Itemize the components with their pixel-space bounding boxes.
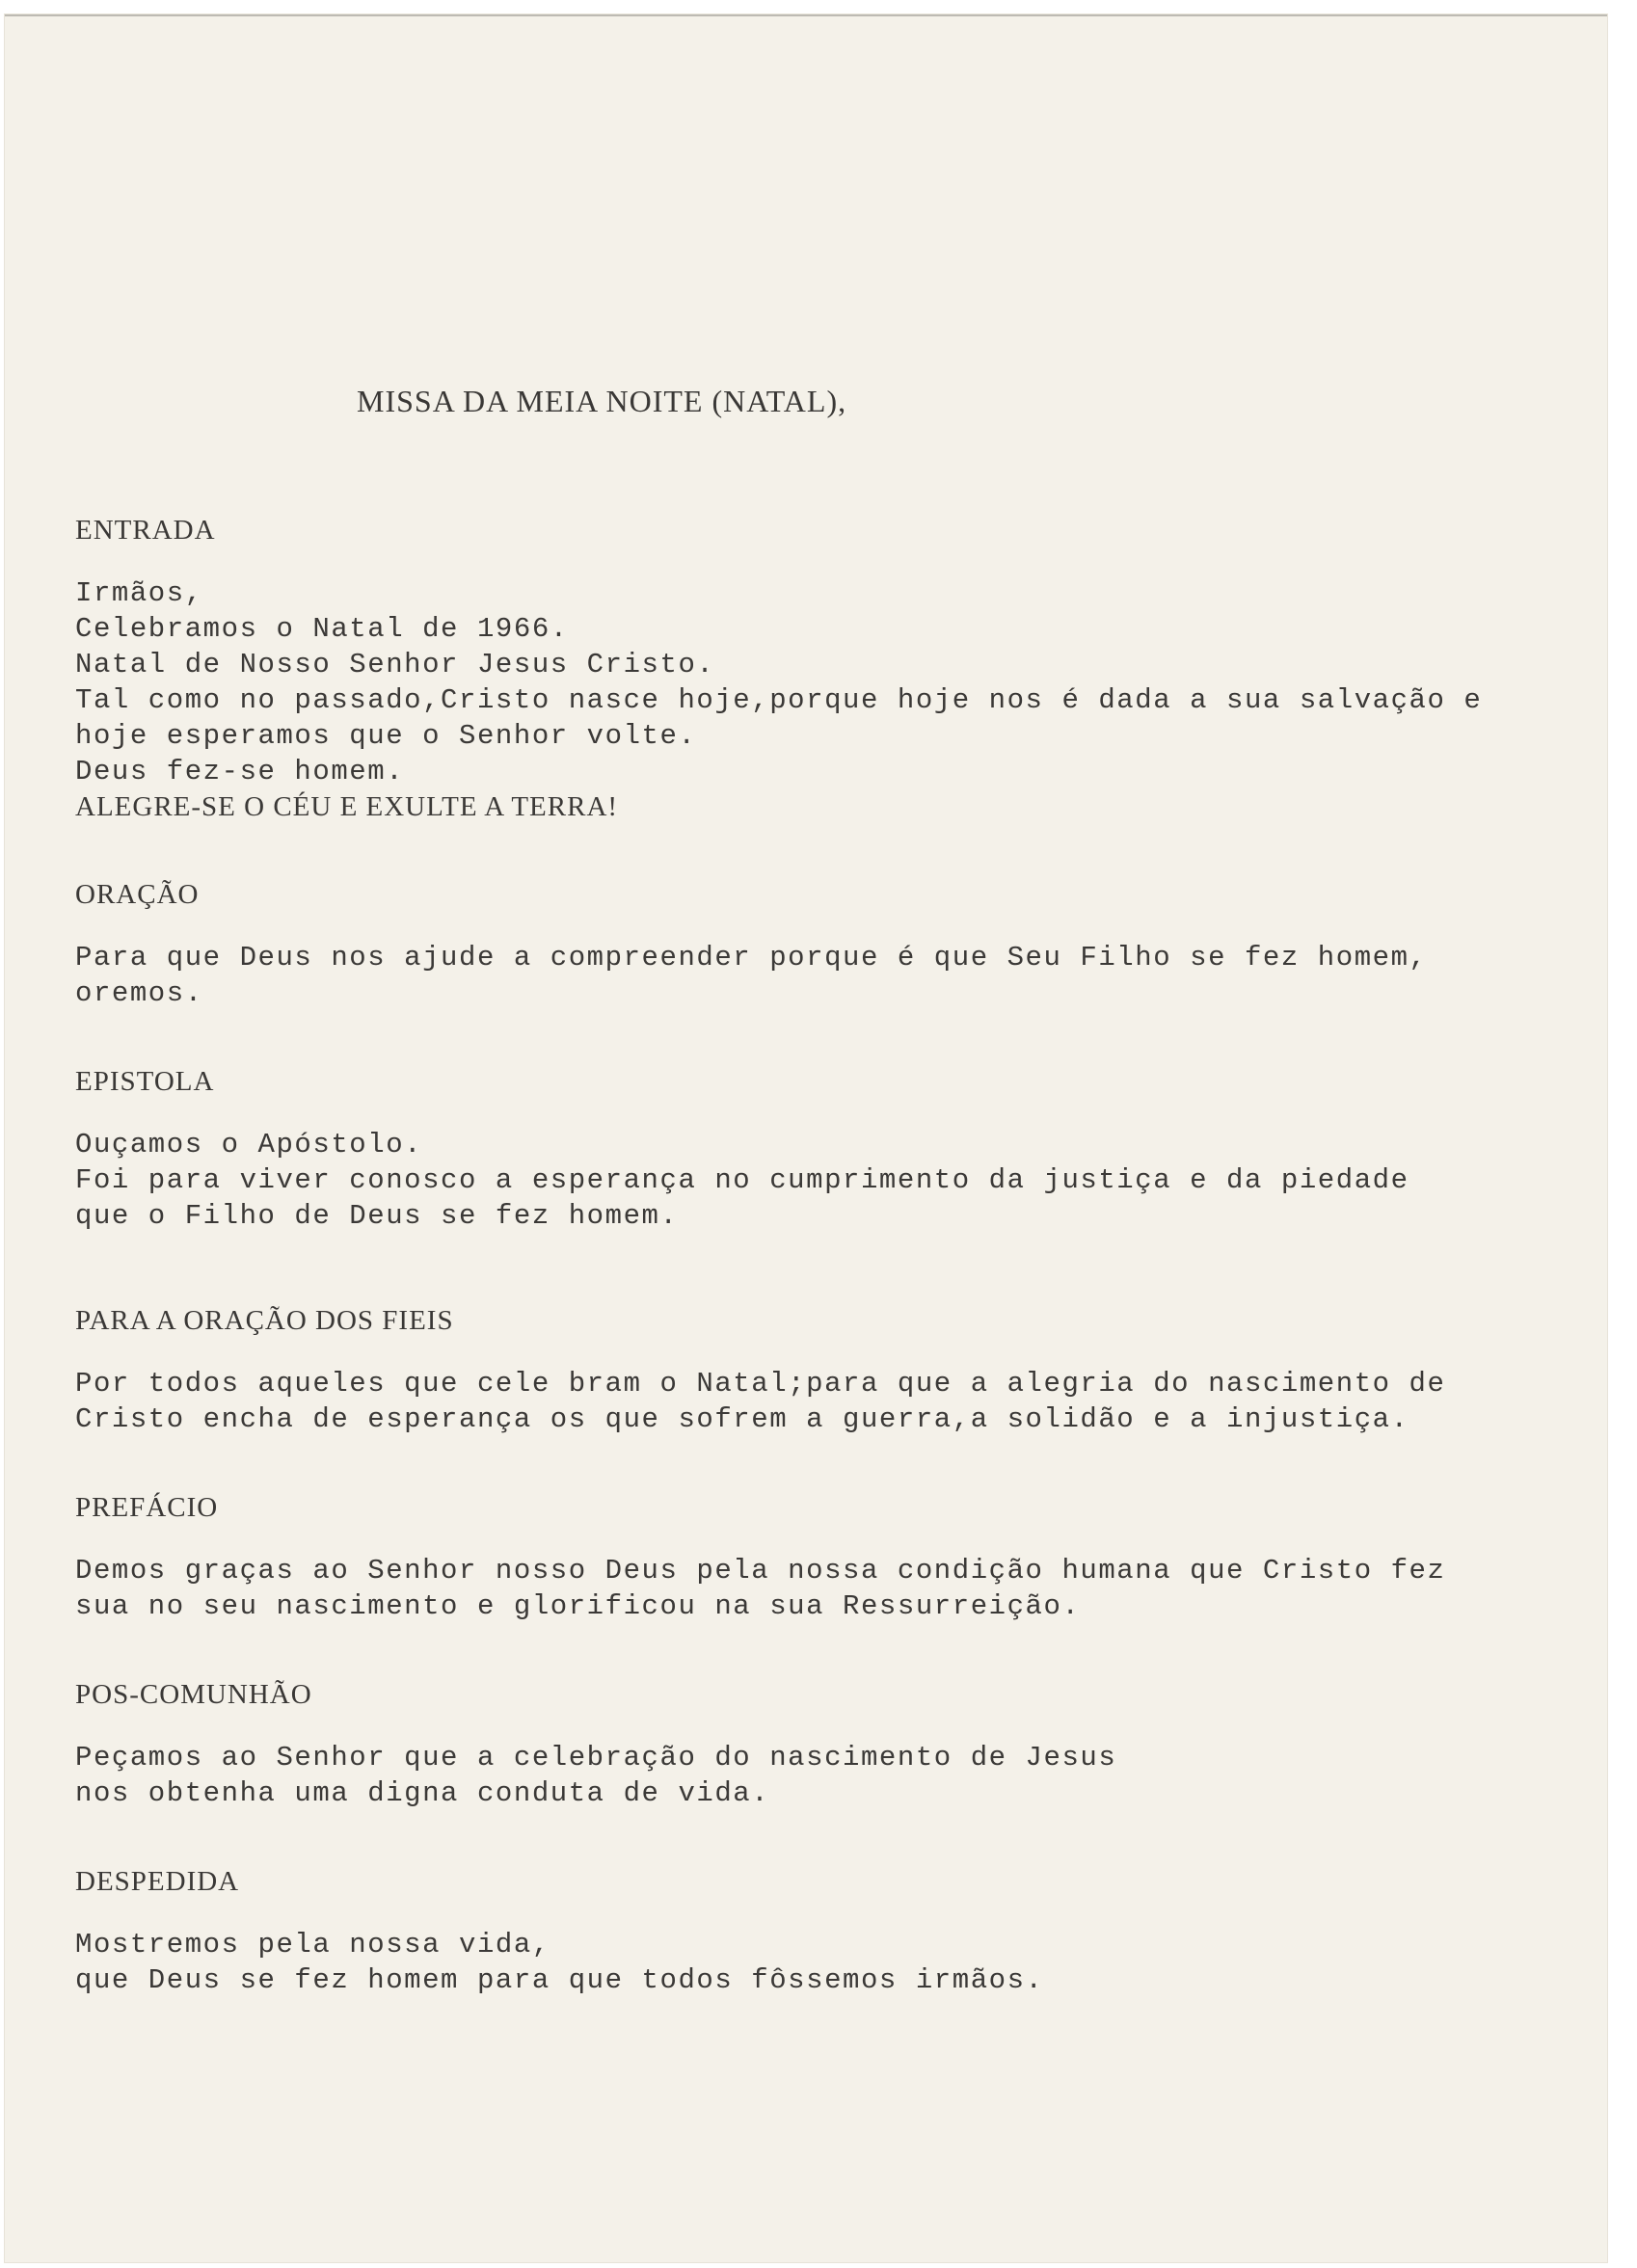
body-line: Ouçamos o Apóstolo. [75, 1129, 423, 1161]
body-line: Tal como no passado,Cristo nasce hoje,porque hoje nos é dada a sua salvação e [75, 684, 1483, 716]
body-line: Irmãos, [75, 577, 203, 609]
section-epistola [75, 1066, 1541, 1234]
document-title: MISSA DA MEIA NOITE (NATAL), [357, 384, 847, 418]
body-line: Para que Deus nos ajude a compreender porque é que Seu Filho se fez homem, [75, 942, 1428, 974]
typed-page [4, 13, 1608, 2263]
body-line: Deus fez-se homem. [75, 756, 405, 787]
section-heading: POS-COMUNHÃO [75, 1679, 312, 1710]
body-line: hoje esperamos que o Senhor volte. [75, 720, 697, 752]
section-oracao [75, 879, 1541, 1011]
section-prefacio [75, 1492, 1541, 1624]
section-entrada [75, 515, 1541, 825]
body-line: Peçamos ao Senhor que a celebração do nascimento de Jesus [75, 1742, 1117, 1774]
body-line: sua no seu nascimento e glorificou na sua Ressurreição. [75, 1590, 1081, 1622]
body-line: que o Filho de Deus se fez homem. [75, 1200, 679, 1232]
body-line: Natal de Nosso Senhor Jesus Cristo. [75, 649, 715, 680]
body-line: nos obtenha uma digna conduta de vida. [75, 1777, 770, 1809]
body-line: Foi para viver conosco a esperança no cumprimento da justiça e da piedade [75, 1164, 1409, 1196]
body-line: que Deus se fez homem para que todos fôssemos irmãos. [75, 1964, 1044, 1996]
body-line: Mostremos pela nossa vida, [75, 1929, 550, 1961]
section-heading: ENTRADA [75, 515, 216, 546]
section-heading: PREFÁCIO [75, 1492, 219, 1523]
body-line: Demos graças ao Senhor nosso Deus pela nossa condição humana que Cristo fez [75, 1555, 1446, 1587]
body-line: Por todos aqueles que cele bram o Natal;para que a alegria do nascimento de [75, 1368, 1446, 1400]
section-oracao-dos-fieis [75, 1305, 1541, 1437]
body-line: Celebramos o Natal de 1966. [75, 613, 569, 645]
section-heading: ORAÇÃO [75, 879, 200, 910]
body-line: Cristo encha de esperança os que sofrem a guerra,a solidão e a injustiça. [75, 1403, 1409, 1435]
section-heading: EPISTOLA [75, 1066, 215, 1097]
section-pos-comunhao [75, 1679, 1541, 1811]
body-line: oremos. [75, 977, 203, 1009]
section-heading: PARA A ORAÇÃO DOS FIEIS [75, 1305, 454, 1336]
body-line-exclamation: ALEGRE-SE O CÉU E EXULTE A TERRA! [75, 791, 619, 822]
section-despedida [75, 1866, 1541, 1998]
section-heading: DESPEDIDA [75, 1866, 240, 1897]
